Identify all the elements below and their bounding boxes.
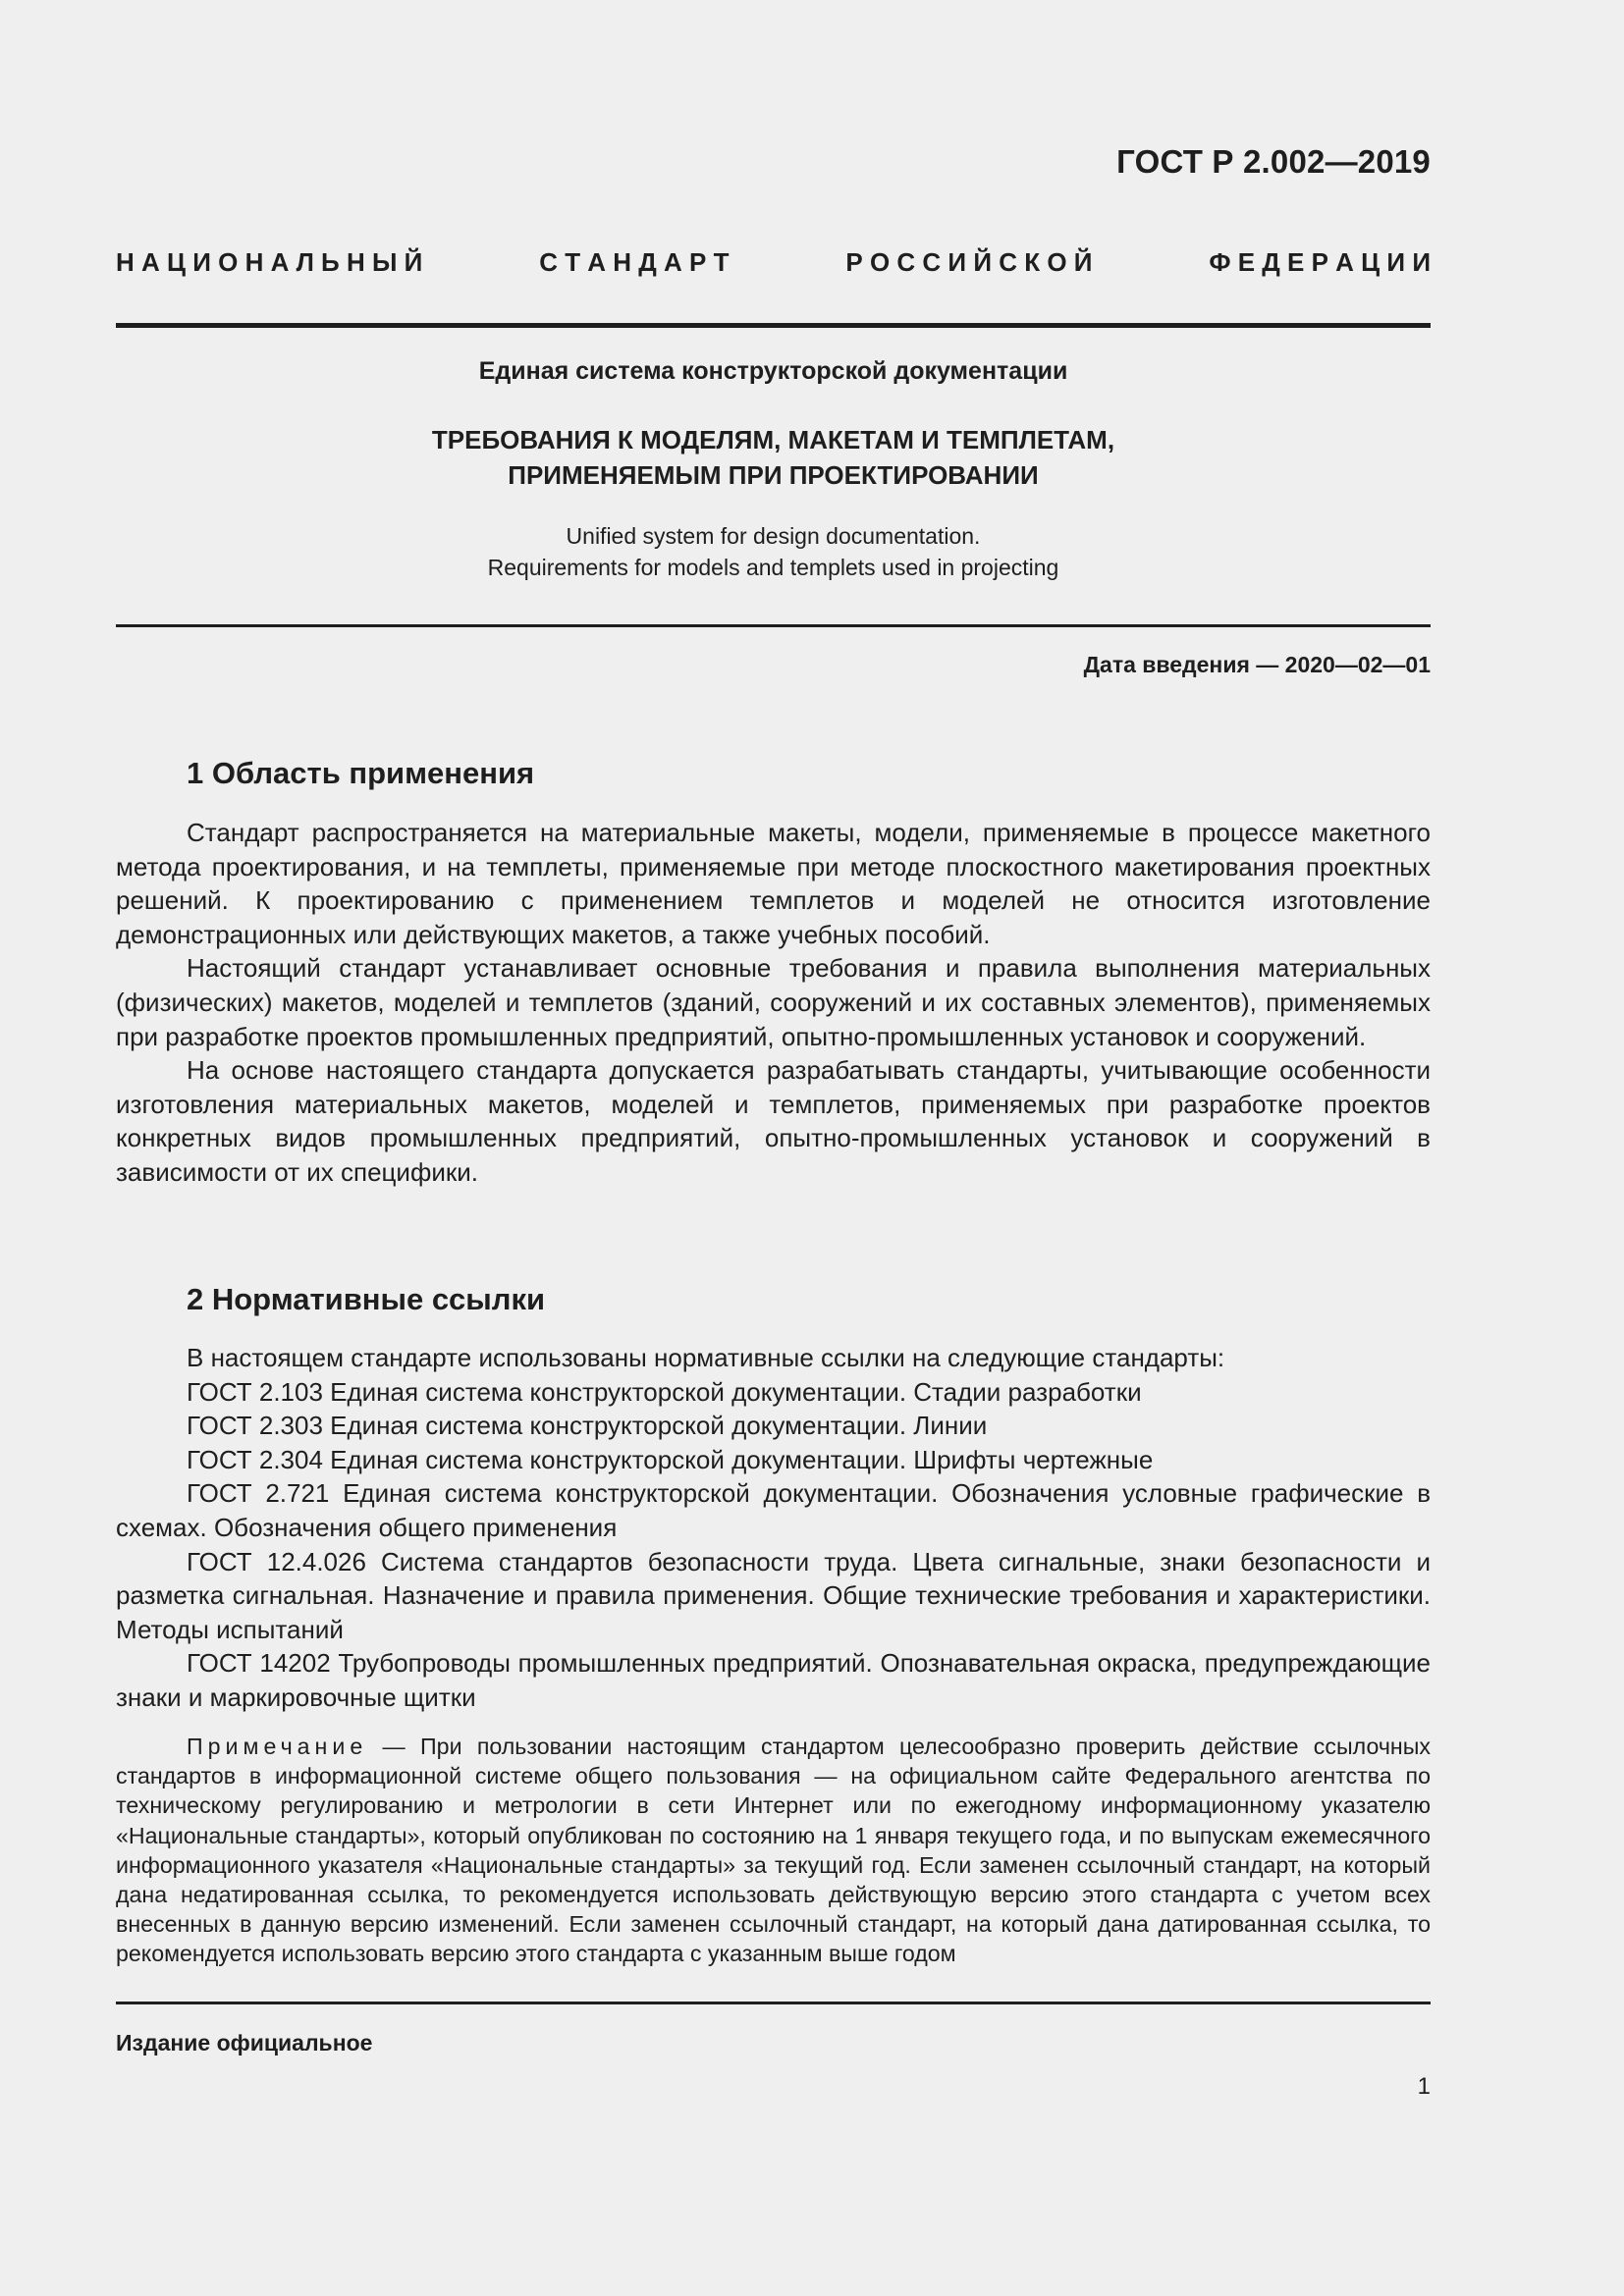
reference-item: ГОСТ 12.4.026 Система стандартов безопасности труда. Цвета сигнальные, знаки безопасности и разметка сигнальная. Назначение и правила применения. Общие технические требования и характеристики. Методы испытаний <box>116 1546 1431 1644</box>
national-word: Н А Ц И О Н А Л Ь Н Ы Й <box>116 247 423 277</box>
section-references-body <box>116 1341 1431 1715</box>
reference-item: ГОСТ 2.304 Единая система конструкторской документации. Шрифты чертежные <box>187 1444 1154 1474</box>
note-label: Примечание <box>187 1734 368 1759</box>
paragraph: На основе настоящего стандарта допускается разрабатывать стандарты, учитывающие особенности изготовления материальных макетов, моделей и темплетов, применяемых при разработке проектов конкретных видов промышленных предприятий, опытно-промышленных установок и сооружений в зависимости от их специфики. <box>116 1055 1431 1187</box>
national-word: Р О С С И Й С К О Й <box>845 247 1093 277</box>
edition-label: Издание официальное <box>116 2030 373 2056</box>
system-name: Единая система конструкторской документации <box>478 357 1068 385</box>
section-heading-references: 2 Нормативные ссылки <box>187 1282 546 1316</box>
paragraph: В настоящем стандарте использованы нормативные ссылки на следующие стандарты: <box>187 1343 1225 1372</box>
document-title <box>116 422 1431 493</box>
reference-item: ГОСТ 2.721 Единая система конструкторской документации. Обозначения условные графические в схемах. Обозначения общего применения <box>116 1478 1431 1542</box>
english-title-line: Requirements for models and templets used in projecting <box>487 555 1059 580</box>
national-word: С Т А Н Д А Р Т <box>539 247 730 277</box>
paragraph: Настоящий стандарт устанавливает основные требования и правила выполнения материальных (физических) макетов, моделей и темплетов (зданий, сооружений и их составных элементов), применяемых при разработке проектов промышленных предприятий, опытно-промышленных установок и сооружений. <box>116 953 1431 1051</box>
page-number: 1 <box>1417 2073 1431 2100</box>
section-scope-body <box>116 816 1431 1190</box>
effective-date: Дата введения — 2020—02—01 <box>1083 652 1431 677</box>
reference-item: ГОСТ 2.103 Единая система конструкторской документации. Стадии разработки <box>187 1376 1142 1407</box>
footer-divider <box>116 2002 1431 2004</box>
english-title <box>116 520 1431 583</box>
national-word: Ф Е Д Е Р А Ц И И <box>1209 247 1431 277</box>
reference-item: ГОСТ 14202 Трубопроводы промышленных предприятий. Опознавательная окраска, предупреждающие знаки и маркировочные щитки <box>116 1648 1431 1712</box>
english-title-line: Unified system for design documentation. <box>566 523 981 549</box>
standard-number: ГОСТ Р 2.002—2019 <box>1116 143 1431 180</box>
title-line: ПРИМЕНЯЕМЫМ ПРИ ПРОЕКТИРОВАНИИ <box>508 460 1039 490</box>
reference-item: ГОСТ 2.303 Единая система конструкторской документации. Линии <box>187 1411 988 1441</box>
paragraph: Стандарт распространяется на материальные макеты, модели, применяемые в процессе макетного метода проектирования, и на темплеты, применяемые при методе плоскостного макетирования проектных решений. К проектированию с применением темплетов и моделей не относится изготовление демонстрационных или действующих макетов, а также учебных пособий. <box>116 818 1431 949</box>
title-line: ТРЕБОВАНИЯ К МОДЕЛЯМ, МАКЕТАМ И ТЕМПЛЕТАМ, <box>431 425 1115 454</box>
top-divider <box>116 323 1431 328</box>
title-divider <box>116 624 1431 627</box>
note <box>116 1732 1431 1969</box>
note-text: — При пользовании настоящим стандартом целесообразно проверить действие ссылочных стандартов в информационной системе общего пользования — на официальном сайте Федерального агентства по техническому регулированию и метрологии в сети Интернет или по ежегодному информационному указателю «Национальные стандарты», который опубликован по состоянию на 1 января текущего года, и по выпускам ежемесячного информационного указателя «Национальные стандарты» за текущий год. Если заменен ссылочный стандарт, на который дана недатированная ссылка, то рекомендуется использовать действующую версию этого стандарта с учетом всех внесенных в данную версию изменений. Если заменен ссылочный стандарт, на который дана датированная ссылка, то рекомендуется использовать версию этого стандарта с указанным выше годом <box>116 1734 1431 1967</box>
section-heading-scope: 1 Область применения <box>187 756 535 790</box>
national-standard-caption <box>116 247 1431 278</box>
